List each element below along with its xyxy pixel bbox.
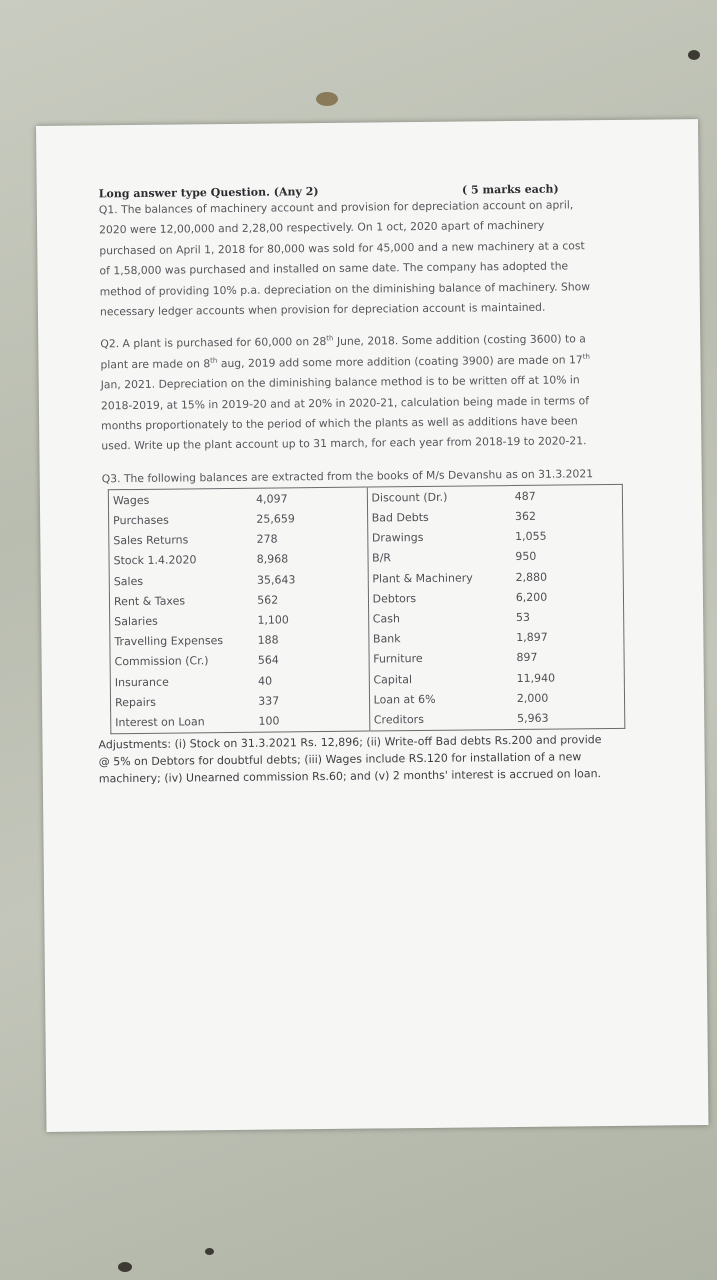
adjustments-line: @ 5% on Debtors for doubtful debts; (iii) Wages include RS.120 for installation of a new: [98, 749, 582, 768]
account-name-cell: Insurance: [114, 675, 169, 689]
amount-cell: 188: [254, 629, 369, 650]
account-name-cell: Bank: [372, 632, 401, 646]
account-name-cell: Cash: [372, 612, 400, 626]
adjustments: [98, 730, 645, 787]
account-name-cell: Loan at 6%: [373, 692, 436, 707]
table-row: [111, 707, 625, 733]
q1-line: Q1. The balances of machinery account and provision for depreciation account on april,: [98, 198, 574, 217]
account-name-cell: Repairs: [114, 695, 157, 709]
account-name-cell: Furniture: [373, 652, 423, 666]
q2-line: plant are made on 8: [100, 357, 211, 372]
amount-cell: 2,880: [515, 570, 548, 584]
amount-cell: 278: [252, 528, 367, 549]
account-name-cell: Drawings: [371, 531, 424, 545]
q1-line: method of providing 10% p.a. depreciation on the diminishing balance of machinery. Show: [99, 279, 591, 298]
adjustments-line: Adjustments: (i) Stock on 31.3.2021 Rs. 12,896; (ii) Write-off Bad debts Rs.200 and provide: [98, 732, 602, 751]
question-1: [99, 195, 640, 323]
amount-cell: 1,897: [516, 630, 548, 645]
q2-sup: th: [582, 352, 590, 361]
balances-table: [108, 484, 626, 734]
account-name-cell: Sales Returns: [113, 533, 189, 548]
amount-cell: 8,968: [253, 548, 368, 569]
account-name-cell: Plant & Machinery: [372, 571, 473, 586]
amount-cell: 950: [515, 550, 537, 564]
background-speck: [205, 1248, 214, 1255]
amount-cell: 487: [514, 489, 536, 503]
amount-cell: 1,100: [253, 609, 368, 630]
account-name-cell: Discount (Dr.): [371, 490, 448, 505]
account-name-cell: Purchases: [113, 513, 169, 528]
amount-cell: 362: [514, 509, 536, 524]
account-name-cell: Rent & Taxes: [113, 594, 186, 609]
q1-line: of 1,58,000 was purchased and installed on same date. The company has adopted the: [99, 259, 569, 278]
account-name-cell: Salaries: [114, 614, 158, 629]
account-name-cell: Creditors: [373, 712, 424, 727]
section-title: Long answer type Question. (Any 2): [98, 185, 319, 201]
q2-line: Jan, 2021. Depreciation on the diminishing balance method is to be written off at 10% in: [100, 373, 580, 392]
q2-line: June, 2018. Some addition (costing 3600) to a: [333, 332, 586, 349]
account-name-cell: Debtors: [372, 591, 417, 606]
amount-cell: 1,055: [515, 529, 547, 544]
amount-cell: 4,097: [252, 487, 367, 509]
adjustments-line: machinery; (iv) Unearned commission Rs.60; and (v) 2 months' interest is accrued on loan.: [98, 766, 602, 785]
q2-line: 2018-2019, at 15% in 2019-20 and at 20% in 2020-21, calculation being made in terms of: [100, 393, 590, 412]
amount-cell: 562: [253, 589, 368, 610]
background-speck: [688, 50, 700, 60]
marks-label: ( 5 marks each): [461, 182, 559, 197]
amount-cell: 40: [254, 670, 369, 691]
q2-sup: th: [210, 356, 218, 365]
amount-cell: 35,643: [253, 569, 368, 590]
background-speck: [118, 1262, 132, 1272]
amount-cell: 5,963: [516, 711, 549, 725]
question-3-intro: Q3. The following balances are extracted from the books of M/s Devanshu as on 31.3.2021: [101, 467, 594, 486]
amount-cell: 897: [516, 651, 538, 665]
amount-cell: 11,940: [516, 671, 556, 685]
amount-cell: 6,200: [515, 590, 548, 604]
account-name-cell: Bad Debts: [371, 510, 429, 525]
q1-line: purchased on April 1, 2018 for 80,000 was sold for 45,000 and a new machinery at a cost: [99, 239, 585, 258]
account-name-cell: Stock 1.4.2020: [113, 553, 197, 568]
q2-line: used. Write up the plant account up to 31 march, for each year from 2018-19 to 2020-21.: [101, 434, 587, 453]
account-name-cell: Sales: [113, 574, 144, 588]
q1-line: 2020 were 12,00,000 and 2,28,00 respectively. On 1 oct, 2020 apart of machinery: [99, 219, 545, 237]
account-name-cell: Travelling Expenses: [114, 634, 224, 649]
background-speck: [316, 92, 338, 106]
account-name-cell: Commission (Cr.): [114, 654, 209, 669]
account-name-cell: Capital: [373, 672, 413, 687]
paper-content: [99, 182, 645, 787]
account-name-cell: Interest on Loan: [115, 715, 205, 730]
account-name-cell: Wages: [112, 493, 150, 508]
account-name-cell: B/R: [372, 551, 392, 565]
amount-cell: 564: [254, 649, 369, 670]
amount-cell: 100: [254, 710, 369, 732]
amount-cell: 53: [515, 610, 531, 625]
q2-line: months proportionately to the period of which the plants as well as additions have been: [101, 414, 578, 433]
q2-line: aug, 2019 add some more addition (coating 3900) are made on 17: [217, 353, 583, 370]
q2-sup: th: [326, 334, 334, 343]
question-paper: [36, 119, 708, 1132]
q2-line: Q2. A plant is purchased for 60,000 on 28: [100, 335, 327, 351]
amount-cell: 337: [254, 690, 369, 711]
amount-cell: 25,659: [252, 508, 367, 529]
amount-cell: 2,000: [516, 691, 549, 705]
question-2: [100, 329, 641, 457]
q1-line: necessary ledger accounts when provision for depreciation account is maintained.: [99, 300, 546, 319]
